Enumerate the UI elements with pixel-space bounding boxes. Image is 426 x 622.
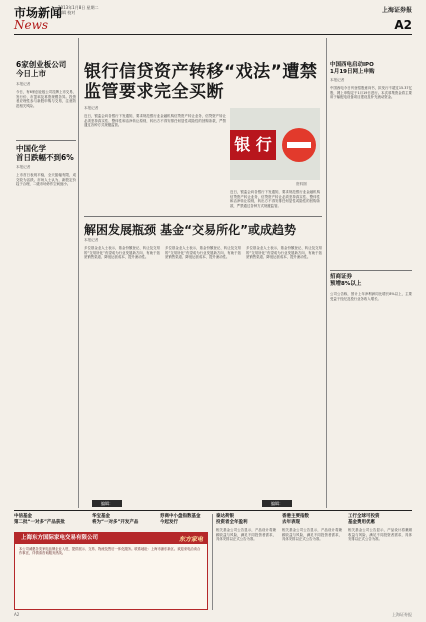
section-body: 多位基金业人士表示，基金份额登记、转让及交易的“交易所化”有望成为行业发展新方向，有助于拓宽销售渠道、降低运营成本、提升流动性。 <box>84 246 160 260</box>
story-headline: 中国化学 首日跌幅不到6% <box>16 144 74 162</box>
brief-body: 相关基金公司公告显示，产品设计将兼顾收益与风险，满足不同投资者需求，具体安排以正式公告为准。 <box>348 528 412 542</box>
column-divider <box>78 38 79 508</box>
section-body: 多位基金业人士表示，基金份额登记、转让及交易的“交易所化”有望成为行业发展新方向，有助于拓宽销售渠道、降低运营成本、提升流动性。 <box>165 246 241 260</box>
story-headline: 中国西电启动IPO 1月19日网上申购 <box>330 62 375 75</box>
issue-date <box>58 5 99 15</box>
story-byline: 本报记者 <box>16 165 31 169</box>
brief-body: 相关基金公司公告显示，产品设计将兼顾收益与风险，满足不同投资者需求，具体安排以正式公告为准。 <box>216 528 276 542</box>
main-headline: 银行信贷资产转移“戏法”遭禁 监管要求完全买断 <box>84 62 318 102</box>
date-sub-text: 编辑 校对 <box>58 10 76 15</box>
prohibition-bar-icon <box>287 142 311 148</box>
date-text: 2013年1月8日 星期二 <box>58 5 99 10</box>
main-byline: 本报记者 <box>84 106 99 110</box>
story-headline: 6家创业板公司 今日上市 <box>16 60 67 78</box>
news-label: News <box>14 18 49 32</box>
story-divider <box>16 140 76 141</box>
main-body-continued: 近日，银监会向各银行下发通知，要求规范银行业金融机构信贷资产转让业务，信贷资产转让必须坚持真实性、整体性和洁净转让原则，转出方不得安排任何显性或隐性的回购条款，严禁通过各种方式规避监管。 <box>230 190 320 208</box>
section-divider <box>84 216 322 217</box>
column-divider <box>326 38 327 508</box>
story-body: 公司公告称，预计上年净利润同比增长8%以上，主要受益于经纪及投行业务收入增长。 <box>330 292 412 301</box>
section-body: 多位基金业人士表示，基金份额登记、转让及交易的“交易所化”有望成为行业发展新方向，有助于拓宽销售渠道、降低运营成本、提升流动性。 <box>246 246 322 260</box>
story-body: 上市首日表现平稳，全天振幅有限，成交较为活跃。市场人士认为，新股定价趋于合理，二级市场炒作空间缩小。 <box>16 173 76 187</box>
brief-headline: 香港主要指数 去年表现 <box>282 514 309 525</box>
brief-headline: 泰达荷银 投资者全年盈利 <box>216 514 248 525</box>
footer-page: A2 <box>14 612 20 617</box>
ad-logo: 东方家电 <box>178 536 203 543</box>
bottom-rule <box>14 510 412 511</box>
story-headline: 招商证券 预增8%以上 <box>330 274 362 287</box>
editor-tag: 编辑： <box>92 500 122 507</box>
section-headline: 解困发展瓶颈 基金“交易所化”或成趋势 <box>84 223 296 237</box>
footer-paper: 上海证券报 <box>392 612 412 617</box>
ad-body: 本公司诚邀各类家电品牌企业入驻，提供展示、交易、物流及售后一体化服务。联系地址：上海市浦东新区。欢迎来电洽谈合作事宜，详情请咨询服务热线。 <box>19 547 201 556</box>
brief-headline: 华宝基金 将为“一对多”开发产品 <box>92 514 139 525</box>
news-photo <box>230 108 320 180</box>
brief-headline: 工行全球可投资 基金费用优惠 <box>348 514 380 525</box>
column-divider <box>212 514 213 610</box>
paper-name: 上海证券报 <box>381 7 412 14</box>
header-rule <box>14 34 412 35</box>
story-body: 中国西电今日刊登招股意向书，拟发行不超过15.37亿股，网上申购定于1月19日进行。本次募集资金将主要用于输配电设备项目建设及补充流动资金。 <box>330 86 412 100</box>
advertisement <box>14 532 208 610</box>
story-byline: 本报记者 <box>330 78 345 82</box>
story-byline: 本报记者 <box>16 82 31 86</box>
main-body: 近日，银监会向各银行下发通知，要求规范银行业金融机构信贷资产转让业务，信贷资产转让必须坚持真实性、整体性和洁净转让原则，转出方不得安排任何显性或隐性的回购条款，严禁通过各种方式规避监管。 <box>84 114 226 128</box>
photo-caption: 资料图 <box>296 182 307 186</box>
brief-headline: 券商中小盘指数基金 今起发行 <box>160 514 201 525</box>
section-title: 市场新闻 <box>14 6 63 20</box>
page-number: A2 <box>394 18 412 32</box>
ad-title: 上海东方国际家电交易有限公司 <box>15 533 207 544</box>
brief-body: 相关基金公司公告显示，产品设计将兼顾收益与风险，满足不同投资者需求，具体安排以正式公告为准。 <box>282 528 342 542</box>
story-body: 今日，有6家创业板公司挂牌上市交易，发行价、市盈率及募资规模各异。投资者应理性参与新股申购与交易，注意防范相关风险。 <box>16 90 76 108</box>
section-byline: 本报记者 <box>84 238 99 242</box>
bank-sign-image: 银 行 <box>230 130 276 160</box>
editor-tag: 编辑： <box>262 500 292 507</box>
story-divider <box>330 270 412 271</box>
brief-headline: 中信基金 第二批“一对多”产品获批 <box>14 514 65 525</box>
